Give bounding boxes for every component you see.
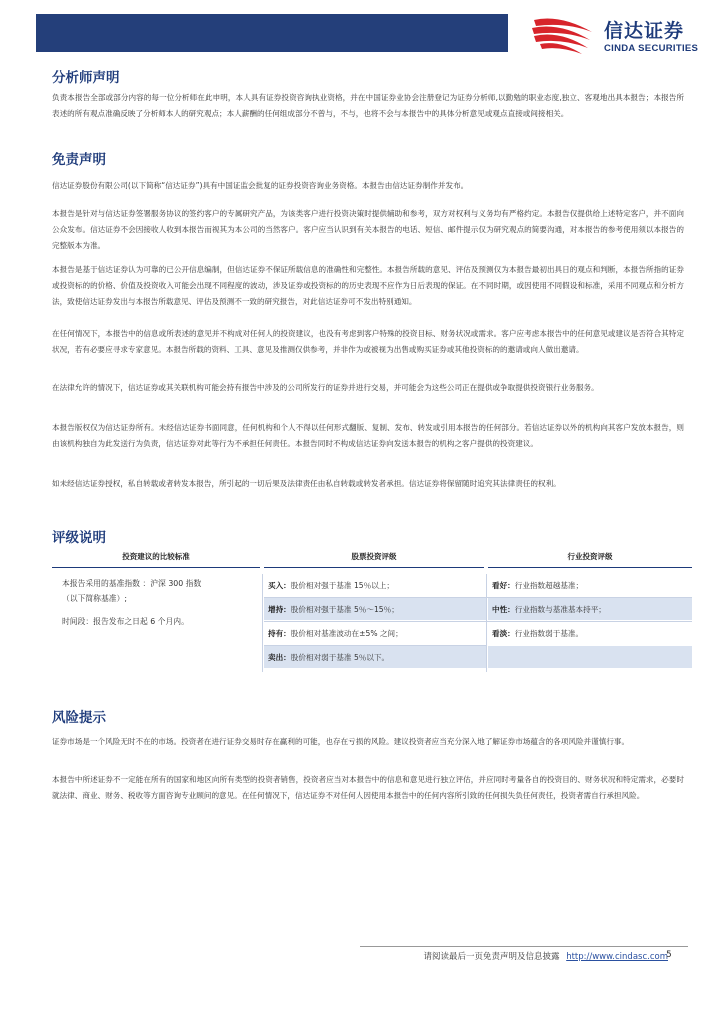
table-divider [262, 574, 263, 672]
industry-rating-label: 看淡： [492, 628, 515, 638]
logo-english-name: CINDA SECURITIES [604, 43, 699, 54]
cinda-logo [530, 12, 710, 56]
stock-rating-row [264, 646, 486, 668]
industry-rating-label: 中性： [492, 604, 515, 614]
header-bar [36, 14, 508, 52]
disclaimer-paragraph-5: 在法律允许的情况下，信达证券或其关联机构可能会持有报告中涉及的公司所发行的证券并进行交易，并可能会为这些公司正在提供或争取提供投资银行业务服务。 [52, 383, 599, 392]
footer [423, 950, 668, 962]
disclaimer-paragraph-4: 在任何情况下，本报告中的信息或所表述的意见并不构成对任何人的投资建议，也没有考虑到客户特殊的投资目标、财务状况或需求。客户应考虑本报告中的任何意见或建议是否符合其特定状况，若有必要应寻求专家意见。本报告所载的资料、工具、意见及推测仅供参考，并非作为或被视为出售或购买证券或其他投资标的的邀请或向人做出邀请。 [52, 329, 684, 354]
stock-rating-desc: 股价相对弱于基准 5％以下。 [290, 652, 390, 662]
industry-rating-desc: 行业指数与基准基本持平； [514, 604, 606, 614]
footer-divider [360, 946, 688, 947]
footer-notice: 请阅读最后一页免责声明及信息披露 [423, 952, 560, 962]
stock-rating-desc: 股价相对基准波动在±5% 之间； [290, 628, 403, 638]
benchmark-line: 时间段：报告发布之日起 6 个月内。 [62, 617, 189, 626]
rating-header-benchmark: 投资建议的比较标准 [52, 546, 260, 568]
industry-rating-row [488, 622, 692, 644]
disclaimer-paragraph-1: 信达证券股份有限公司(以下简称“信达证券”)具有中国证监会批复的证券投资咨询业务资格。本报告由信达证券制作并发布。 [52, 181, 469, 190]
disclaimer-paragraph-2: 本报告是针对与信达证券签署服务协议的签约客户的专属研究产品，为该类客户进行投资决策时提供辅助和参考，双方对权利与义务均有严格约定。本报告仅提供给上述特定客户，并不面向公众发布。信达证券不会因接收人收到本报告而视其为本公司的当然客户。客户应当认识到有关本报告的电话、短信、邮件提示仅为研究观点的简要沟通，对本报告的参考使用须以本报告的完整版本为准。 [52, 209, 684, 250]
rating-header-stock: 股票投资评级 [264, 546, 484, 568]
table-divider [486, 574, 487, 672]
footer-website-link[interactable]: http://www.cindasc.com [566, 952, 668, 962]
industry-rating-label: 看好： [492, 580, 515, 590]
benchmark-line: 本报告采用的基准指数 ：沪深 300 指数 [62, 579, 202, 588]
stock-rating-label: 增持： [268, 604, 291, 614]
stock-rating-label: 卖出： [268, 652, 291, 662]
industry-rating-row [488, 574, 692, 596]
risk-paragraph-1: 证券市场是一个风险无时不在的市场。投资者在进行证券交易时存在赢利的可能，也存在亏损的风险。建议投资者应当充分深入地了解证券市场蕴含的各项风险并谨慎行事。 [52, 737, 630, 746]
rating-table [52, 546, 692, 672]
analyst-statement-title: 分析师声明 [52, 70, 120, 86]
analyst-statement-text: 负责本报告全部或部分内容的每一位分析师在此申明，本人具有证券投资咨询执业资格，并在中国证券业协会注册登记为证券分析师,以勤勉的职业态度,独立、客观地出具本报告；本报告所表述的所有观点准确反映了分析师本人的研究观点；本人薪酬的任何组成部分不曾与，不与，也将不会与本报告中的具体分析意见或观点直接或间接相关。 [52, 93, 684, 118]
stock-rating-desc: 股价相对强于基准 15％以上； [290, 580, 394, 590]
rating-title: 评级说明 [52, 530, 106, 546]
benchmark-description [52, 576, 260, 629]
disclaimer-paragraph-6: 本报告版权仅为信达证券所有。未经信达证券书面同意，任何机构和个人不得以任何形式翻版、复制、发布、转发或引用本报告的任何部分。若信达证券以外的机构向其客户发放本报告，则由该机构独自为此发送行为负责，信达证券对此等行为不承担任何责任。本报告同时不构成信达证券向发送本报告的机构之客户提供的投资建议。 [52, 423, 684, 448]
disclaimer-title: 免责声明 [52, 152, 106, 168]
stock-rating-row [264, 622, 486, 644]
industry-rating-desc: 行业指数超越基准； [514, 580, 584, 590]
rating-header-industry: 行业投资评级 [488, 546, 692, 568]
benchmark-line: （以下简称基准）; [62, 594, 128, 603]
stock-rating-desc: 股价相对强于基准 5％～15％； [290, 604, 399, 614]
industry-rating-empty [488, 646, 692, 668]
industry-rating-desc: 行业指数弱于基准。 [514, 628, 584, 638]
stock-rating-row [264, 574, 486, 596]
stock-rating-label: 买入： [268, 580, 291, 590]
disclaimer-paragraph-3: 本报告是基于信达证券认为可靠的已公开信息编制，但信达证券不保证所载信息的准确性和完整性。本报告所载的意见、评估及预测仅为本报告最初出具日的观点和判断，本报告所指的证券或投资标的的价格、价值及投资收入可能会出现不同程度的波动，涉及证券或投资标的的历史表现不应作为日后表现的保证。在不同时期，或因使用不同假设和标准，采用不同观点和分析方法，致使信达证券发出与本报告所载意见、评估及预测不一致的研究报告，对此信达证券可不发出特别通知。 [52, 265, 684, 306]
stock-rating-label: 持有： [268, 628, 291, 638]
cinda-logo-mark-icon [530, 12, 598, 56]
risk-paragraph-2: 本报告中所述证券不一定能在所有的国家和地区向所有类型的投资者销售，投资者应当对本报告中的信息和意见进行独立评估，并应同时考量各自的投资目的、财务状况和特定需求，必要时就法律、商业、财务、税收等方面咨询专业顾问的意见。在任何情况下，信达证券不对任何人因使用本报告中的任何内容所引致的任何损失负任何责任，投资者需自行承担风险。 [52, 775, 684, 800]
industry-rating-row [488, 598, 692, 620]
logo-chinese-name: 信达证券 [604, 20, 685, 42]
risk-title: 风险提示 [52, 710, 106, 726]
disclaimer-paragraph-7: 如未经信达证券授权，私自转载或者转发本报告，所引起的一切后果及法律责任由私自转载或转发者承担。信达证券将保留随时追究其法律责任的权利。 [52, 479, 561, 488]
stock-rating-row [264, 598, 486, 620]
page-number: 5 [666, 950, 672, 960]
